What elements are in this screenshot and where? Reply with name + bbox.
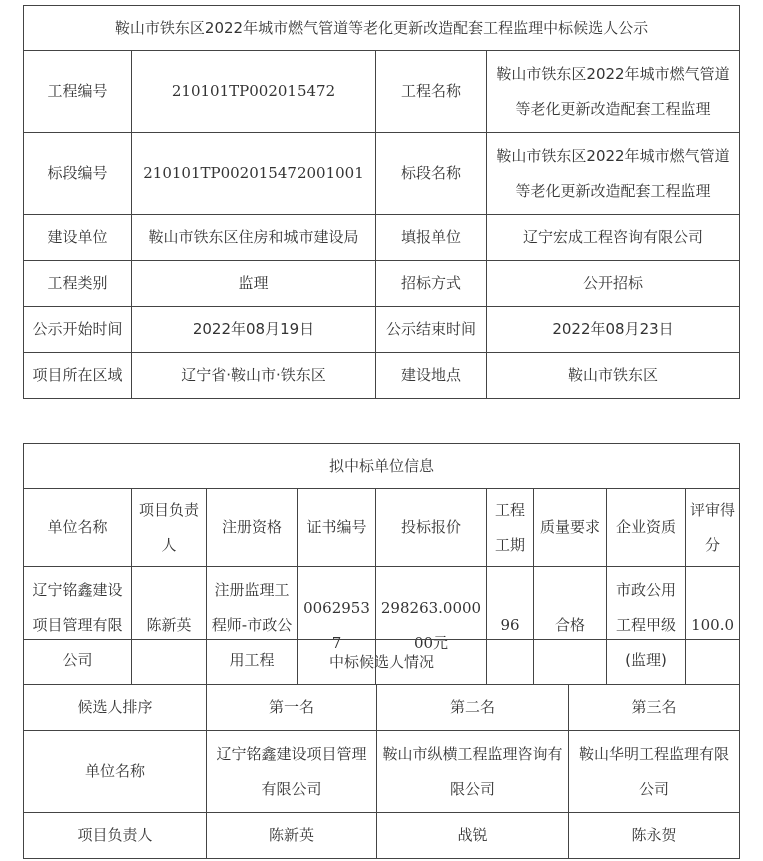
- unit-label: 单位名称: [24, 731, 207, 813]
- project-name-label: 工程名称: [376, 51, 487, 133]
- candidates-heading: 中标候选人情况: [24, 640, 740, 685]
- builder-label: 建设单位: [24, 215, 132, 261]
- col-header: 项目负责人: [132, 489, 207, 567]
- bid-score: 100.0: [686, 567, 740, 685]
- unit-second: 鞍山市纵横工程监理咨询有限公司: [377, 731, 569, 813]
- category-label: 工程类别: [24, 261, 132, 307]
- col-header: 质量要求: [534, 489, 607, 567]
- section-name-label: 标段名称: [376, 133, 487, 215]
- builder: 鞍山市铁东区住房和城市建设局: [132, 215, 376, 261]
- rank-third: 第三名: [569, 685, 740, 731]
- col-header: 投标报价: [376, 489, 487, 567]
- bid-price: 298263.000000元: [376, 567, 487, 685]
- col-header: 企业资质: [607, 489, 686, 567]
- method: 公开招标: [487, 261, 740, 307]
- project-info-table: [23, 5, 740, 399]
- bid-quality: 合格: [534, 567, 607, 685]
- leader-first: 陈新英: [207, 813, 377, 859]
- end-label: 公示结束时间: [376, 307, 487, 353]
- leader-label: 项目负责人: [24, 813, 207, 859]
- reporter-label: 填报单位: [376, 215, 487, 261]
- bid-cert-no: 00629537: [298, 567, 376, 685]
- section-name: 鞍山市铁东区2022年城市燃气管道等老化更新改造配套工程监理: [487, 133, 740, 215]
- col-header: 注册资格: [207, 489, 298, 567]
- col-header: 单位名称: [24, 489, 132, 567]
- page-title: 鞍山市铁东区2022年城市燃气管道等老化更新改造配套工程监理中标候选人公示: [24, 6, 740, 51]
- project-no-label: 工程编号: [24, 51, 132, 133]
- leader-third: 陈永贺: [569, 813, 740, 859]
- bid-qualification: 注册监理工程师-市政公用工程: [207, 567, 298, 685]
- bid-leader: 陈新英: [132, 567, 207, 685]
- region-label: 项目所在区域: [24, 353, 132, 399]
- section-no-label: 标段编号: [24, 133, 132, 215]
- col-header: 评审得分: [686, 489, 740, 567]
- method-label: 招标方式: [376, 261, 487, 307]
- section-no: 210101TP002015472001001: [132, 133, 376, 215]
- unit-third: 鞍山华明工程监理有限公司: [569, 731, 740, 813]
- bid-section-heading: 拟中标单位信息: [24, 444, 740, 489]
- col-header: 工程工期: [487, 489, 534, 567]
- bid-enterprise-qual: 市政公用工程甲级(监理): [607, 567, 686, 685]
- category: 监理: [132, 261, 376, 307]
- end-date: 2022年08月23日: [487, 307, 740, 353]
- unit-first: 辽宁铭鑫建设项目管理有限公司: [207, 731, 377, 813]
- bid-duration: 96: [487, 567, 534, 685]
- leader-second: 战锐: [377, 813, 569, 859]
- rank-second: 第二名: [377, 685, 569, 731]
- site-label: 建设地点: [376, 353, 487, 399]
- reporter: 辽宁宏成工程咨询有限公司: [487, 215, 740, 261]
- candidates-table: [23, 639, 740, 859]
- project-no: 210101TP002015472: [132, 51, 376, 133]
- region: 辽宁省·鞍山市·铁东区: [132, 353, 376, 399]
- rank-first: 第一名: [207, 685, 377, 731]
- rank-label: 候选人排序: [24, 685, 207, 731]
- col-header: 证书编号: [298, 489, 376, 567]
- project-name: 鞍山市铁东区2022年城市燃气管道等老化更新改造配套工程监理: [487, 51, 740, 133]
- site: 鞍山市铁东区: [487, 353, 740, 399]
- start-date: 2022年08月19日: [132, 307, 376, 353]
- bid-unit: 辽宁铭鑫建设项目管理有限公司: [24, 567, 132, 685]
- start-label: 公示开始时间: [24, 307, 132, 353]
